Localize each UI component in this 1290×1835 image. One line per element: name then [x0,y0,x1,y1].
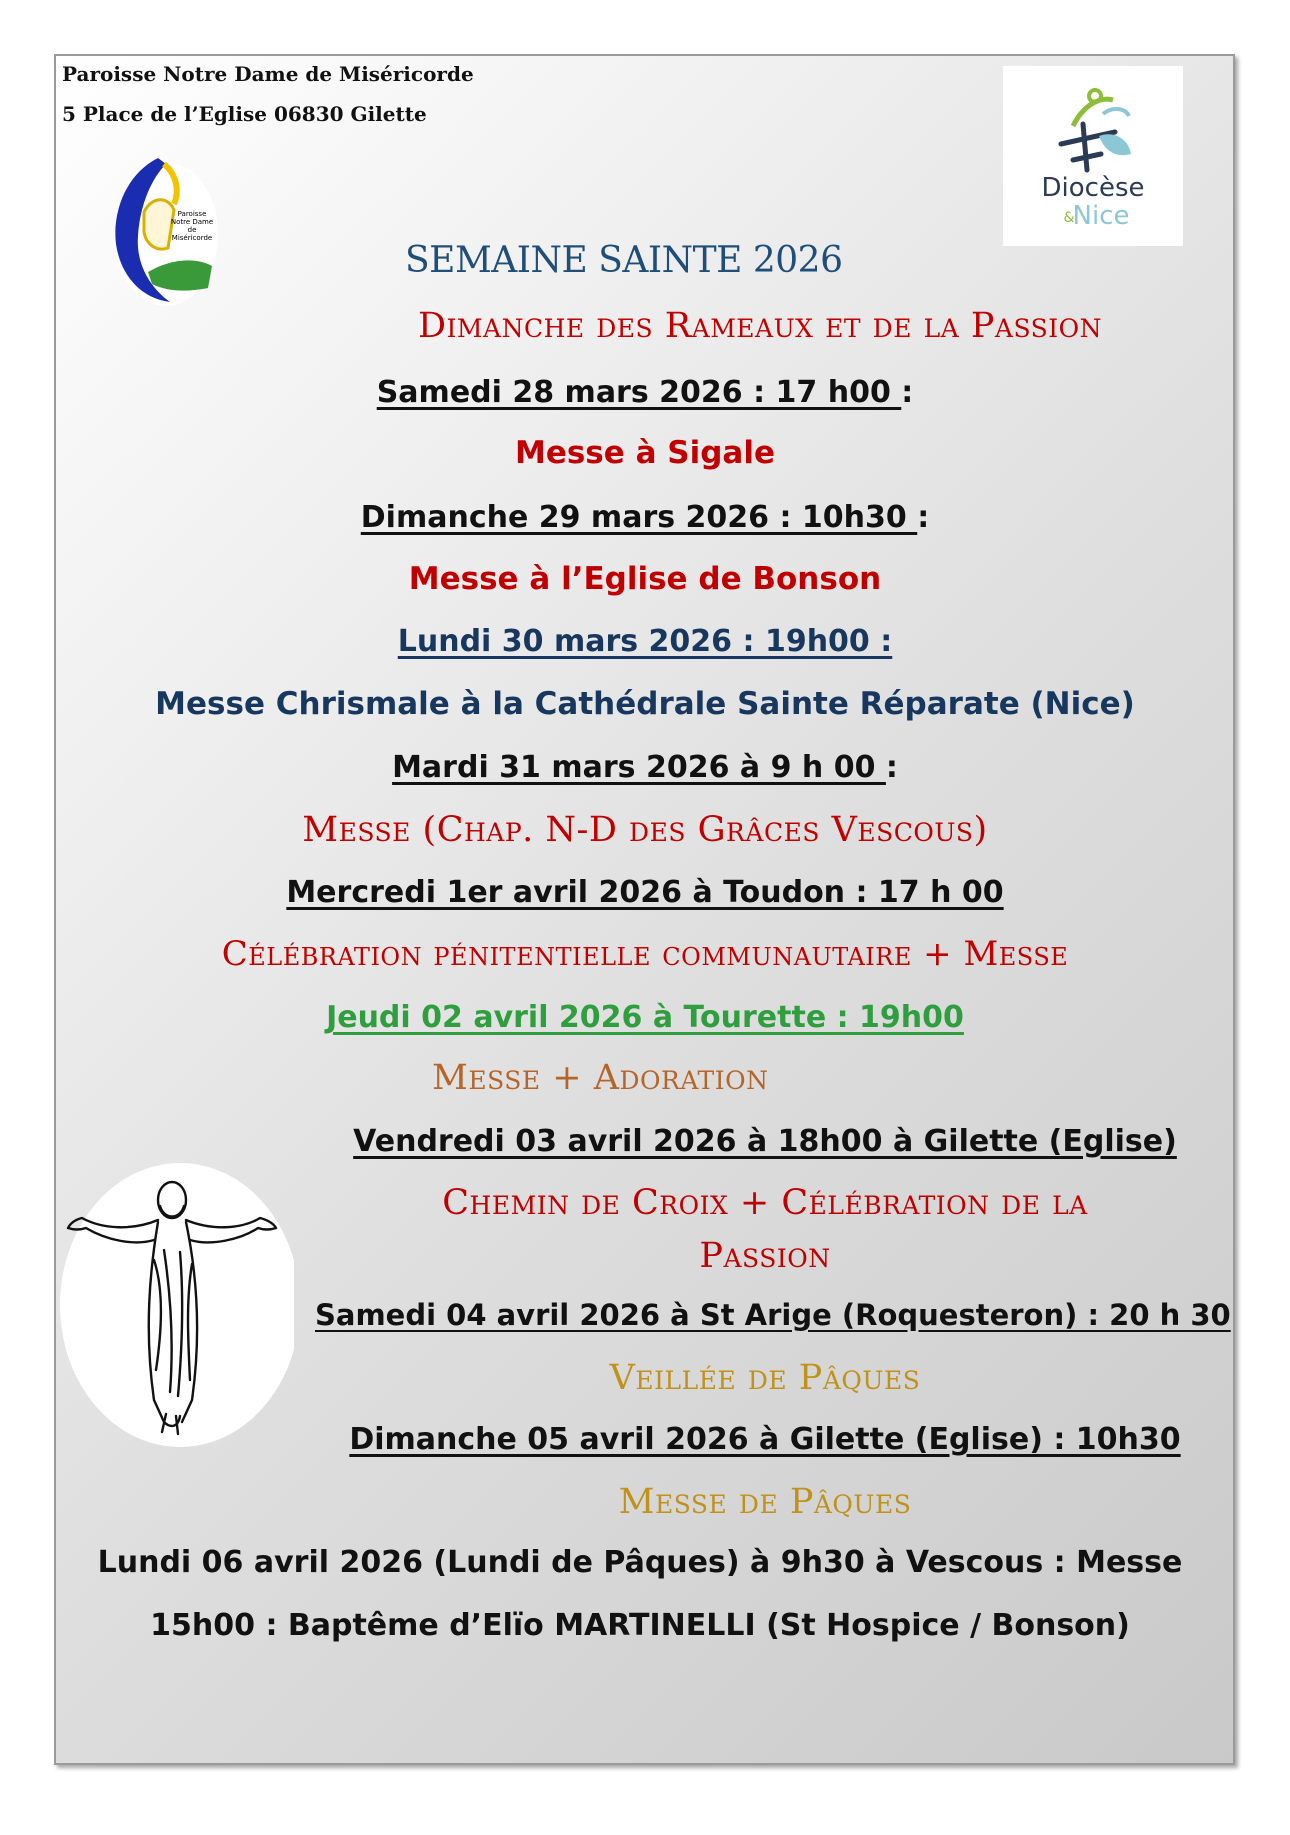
date-text: Dimanche 05 avril 2026 à Gilette (Eglise) : 10h30 [349,1422,1181,1457]
parish-name: Paroisse Notre Dame de Miséricorde [62,62,474,86]
diocese-logo-line1: Diocèse [1041,173,1145,203]
diocese-logo [1003,66,1183,246]
schedule-event-6: Messe + Adoration [432,1058,769,1098]
parish-logo [108,152,220,306]
schedule-event-7: Chemin de Croix + Célébration de la [442,1183,1088,1223]
date-text: Dimanche 29 mars 2026 : 10h30 [360,500,918,535]
footer-line-2: 15h00 : Baptême d’Elïo MARTINELLI (St Hospice / Bonson) [150,1608,1130,1643]
diocese-emblem-icon [1003,66,1183,246]
poster-title: SEMAINE SAINTE 2026 [405,240,843,281]
date-text: Mardi 31 mars 2026 à 9 h 00 [392,750,886,785]
schedule-event-1: Messe à Sigale [514,435,776,471]
schedule-event-8: Veillée de Pâques [609,1358,921,1398]
schedule-date-9 [300,1422,1230,1457]
parish-logo-text-1: Paroisse [177,210,207,218]
parish-logo-text-2: Notre Dame [170,218,214,226]
schedule-date-7 [300,1124,1230,1159]
date-text: Lundi 30 mars 2026 : 19h00 : [397,624,893,659]
date-suffix: : [917,500,930,535]
parish-logo-text-4: Miséricorde [171,234,213,242]
date-text: Jeudi 02 avril 2026 à Tourette : 19h00 [326,1000,964,1035]
date-text: Vendredi 03 avril 2026 à 18h00 à Gilette (Eglise) [353,1124,1177,1159]
date-text: Samedi 04 avril 2026 à St Arige (Roquesteron) : 20 h 30 [315,1298,1231,1332]
schedule-event-3: Messe Chrismale à la Cathédrale Sainte Réparate (Nice) [155,686,1135,722]
date-suffix: : [901,375,914,410]
schedule-date-4 [60,750,1230,785]
schedule-date-5 [60,875,1230,910]
schedule-event-9: Messe de Pâques [618,1482,912,1522]
schedule-date-8 [315,1298,1231,1332]
schedule-date-6 [60,1000,1230,1035]
schedule-date-3 [60,624,1230,659]
diocese-logo-line2: Nice [1072,201,1130,231]
parish-address: 5 Place de l’Eglise 06830 Gilette [62,102,427,126]
schedule-event-4: Messe (Chap. N-D des Grâces Vescous) [302,810,988,850]
diocese-logo-amp: & [1063,210,1075,226]
parish-logo-text-3: de [187,226,197,234]
date-text: Samedi 28 mars 2026 : 17 h00 [376,375,902,410]
schedule-event-2: Messe à l’Eglise de Bonson [408,561,882,597]
schedule-date-1 [60,375,1230,410]
schedule-date-2 [60,500,1230,535]
schedule-event-7-line2: Passion [699,1236,831,1276]
poster-subtitle: Dimanche des Rameaux et de la Passion [417,306,1103,346]
date-text: Mercredi 1er avril 2026 à Toudon : 17 h 00 [286,875,1004,910]
schedule-event-5: Célébration pénitentielle communautaire + Messe [221,934,1069,974]
footer-line-1: Lundi 06 avril 2026 (Lundi de Pâques) à 9h30 à Vescous : Messe [97,1545,1183,1580]
risen-christ-illustration [54,1160,294,1450]
date-suffix: : [885,750,898,785]
